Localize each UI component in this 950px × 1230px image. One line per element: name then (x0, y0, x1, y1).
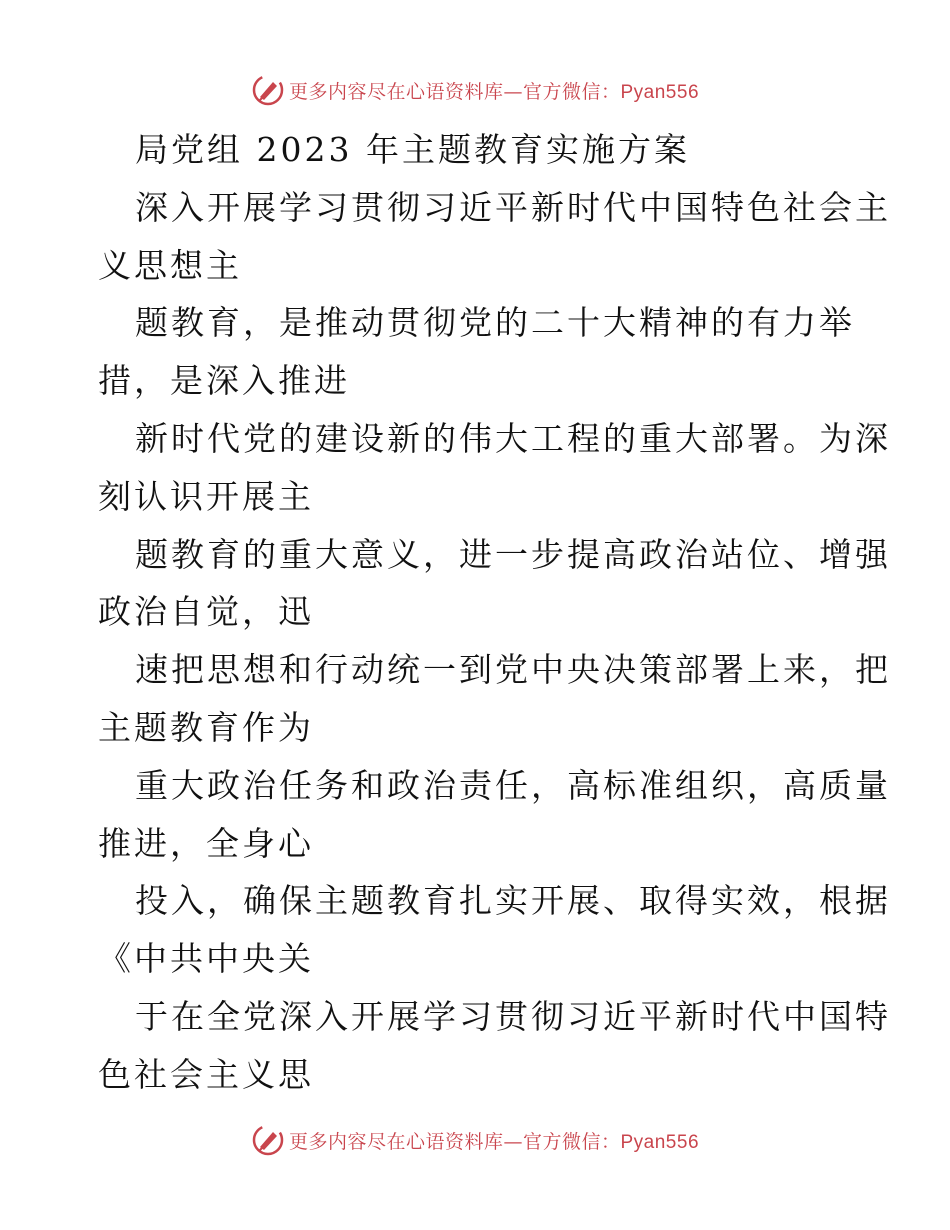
paragraph-line: 《中共中央关 (98, 939, 314, 979)
watermark-handle: Pyan556 (620, 1131, 700, 1153)
paragraph-line: 义思想主 (98, 245, 242, 285)
paragraph-line: 深入开展学习贯彻习近平新时代中国特色社会主 (135, 187, 891, 227)
document-body (98, 121, 891, 1104)
pen-nib-icon (251, 73, 285, 107)
paragraph-line: 速把思想和行动统一到党中央决策部署上来，把 (135, 650, 891, 690)
paragraph-line: 推进，全身心 (98, 823, 314, 863)
document-title: 局党组 2023 年主题教育实施方案 (135, 130, 690, 169)
paragraph-line: 投入，确保主题教育扎实开展、取得实效，根据 (135, 881, 891, 921)
paragraph-line: 题教育的重大意义，进一步提高政治站位、增强 (135, 534, 891, 574)
paragraph-line: 措，是深入推进 (98, 361, 350, 401)
watermark-label: 更多内容尽在心语资料库—官方微信： (288, 80, 621, 103)
paragraph-line: 新时代党的建设新的伟大工程的重大部署。为深 (135, 418, 891, 458)
paragraph-line: 色社会主义思 (98, 1054, 314, 1094)
pen-nib-icon (251, 1123, 285, 1157)
paragraph-line: 政治自觉，迅 (98, 592, 314, 632)
paragraph-line: 刻认识开展主 (98, 476, 314, 516)
watermark-label: 更多内容尽在心语资料库—官方微信： (288, 1130, 621, 1153)
watermark-handle: Pyan556 (620, 81, 700, 103)
paragraph-line: 于在全党深入开展学习贯彻习近平新时代中国特 (135, 996, 891, 1036)
paragraph-line: 重大政治任务和政治责任，高标准组织，高质量 (135, 765, 891, 805)
paragraph-line: 主题教育作为 (98, 707, 314, 747)
watermark-banner-bottom (0, 1120, 950, 1160)
watermark-text (289, 77, 699, 104)
watermark-banner-top (0, 70, 950, 110)
paragraph-line: 题教育，是推动贯彻党的二十大精神的有力举 (135, 303, 855, 343)
watermark-text (289, 1127, 699, 1154)
